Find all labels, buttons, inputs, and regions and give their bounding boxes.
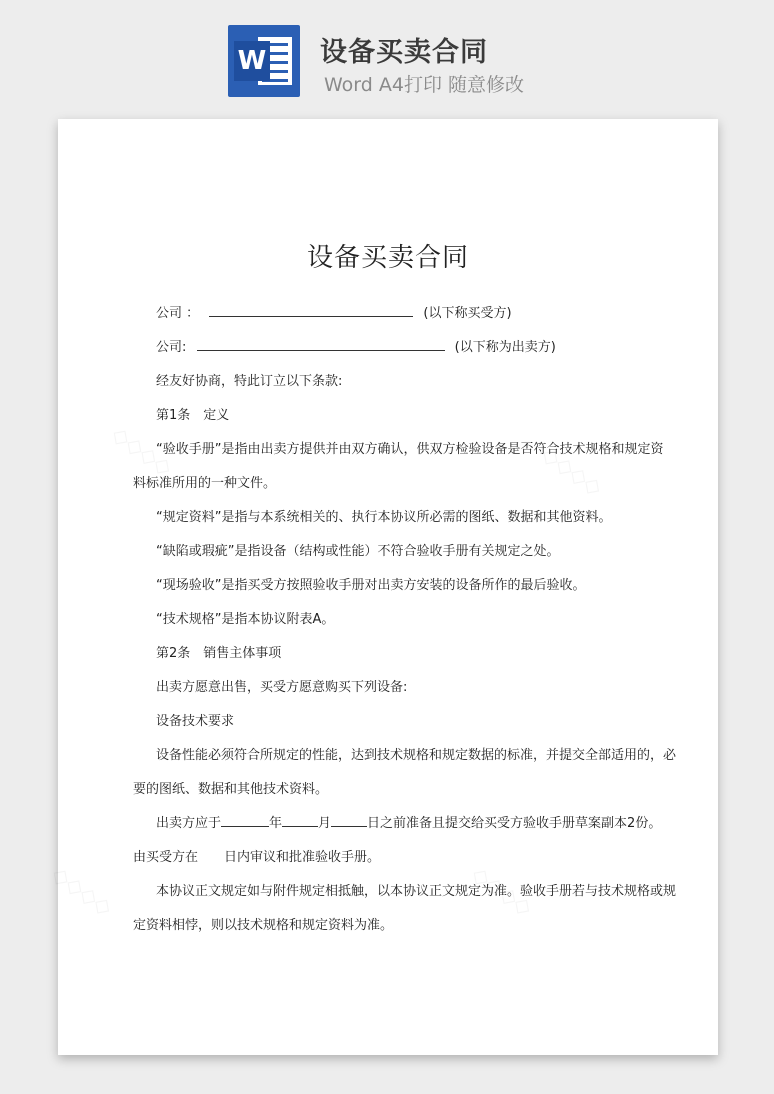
performance-line2: 要的图纸、数据和其他技术资料。 xyxy=(133,782,329,797)
intro-text: 经友好协商，特此订立以下条款: xyxy=(156,374,343,389)
document-title: 设备买卖合同 xyxy=(306,243,469,273)
article2-heading: 第2条 销售主体事项 xyxy=(156,646,282,661)
seller-line xyxy=(156,336,556,355)
day-blank[interactable] xyxy=(331,814,367,827)
definition-4: “现场验收”是指买受方按照验收手册对出卖方安装的设备所作的最后验收。 xyxy=(156,578,586,593)
definition-2: “规定资料”是指与本系统相关的、执行本协议所必需的图纸、数据和其他资料。 xyxy=(156,510,612,525)
conflict-line1: 本协议正文规定如与附件规定相抵触，以本协议正文规定为准。验收手册若与技术规格或规 xyxy=(156,884,677,899)
watermark-mark xyxy=(47,862,117,921)
delivery-line xyxy=(156,812,661,831)
buyer-label: 公司 ： xyxy=(156,306,200,321)
review-prefix: 由买受方在 xyxy=(133,850,199,865)
delivery-prefix: 出卖方应于 xyxy=(156,816,222,831)
seller-suffix: (以下称为出卖方) xyxy=(454,340,556,355)
article1-heading: 第1条 定义 xyxy=(156,408,230,423)
definition-3: “缺陷或瑕疵”是指设备（结构或性能）不符合验收手册有关规定之处。 xyxy=(156,544,560,559)
buyer-line xyxy=(156,302,512,321)
banner-header xyxy=(0,0,774,110)
month-label: 月 xyxy=(318,816,332,831)
month-blank[interactable] xyxy=(282,814,318,827)
buyer-blank[interactable] xyxy=(209,304,413,317)
seller-blank[interactable] xyxy=(197,338,445,351)
definition-1-line1: “验收手册”是指由出卖方提供并由双方确认，供双方检验设备是否符合技术规格和规定资 xyxy=(156,442,664,457)
conflict-line2: 定资料相悖，则以技术规格和规定资料为准。 xyxy=(133,918,394,933)
performance-line1: 设备性能必须符合所规定的性能，达到技术规格和规定数据的标准，并提交全部适用的，必 xyxy=(156,748,677,763)
tech-requirements: 设备技术要求 xyxy=(156,714,235,729)
banner-title: 设备买卖合同 xyxy=(320,37,488,68)
review-line xyxy=(133,846,380,865)
seller-label: 公司: xyxy=(156,340,187,355)
buyer-suffix: (以下称买受方) xyxy=(423,306,512,321)
definition-1-line2: 料标准所用的一种文件。 xyxy=(133,476,277,491)
word-logo-icon xyxy=(228,25,300,97)
delivery-suffix: 日之前准备且提交给买受方验收手册草案副本2份。 xyxy=(367,816,662,831)
document-page xyxy=(58,119,718,1055)
year-label: 年 xyxy=(269,816,283,831)
definition-5: “技术规格”是指本协议附表A。 xyxy=(156,612,335,627)
review-suffix: 日内审议和批准验收手册。 xyxy=(224,850,381,865)
year-blank[interactable] xyxy=(221,814,269,827)
sale-intro: 出卖方愿意出售，买受方愿意购买下列设备: xyxy=(156,680,408,695)
banner-subtitle: Word A4打印 随意修改 xyxy=(324,74,525,96)
word-logo-letter: W xyxy=(234,41,270,81)
